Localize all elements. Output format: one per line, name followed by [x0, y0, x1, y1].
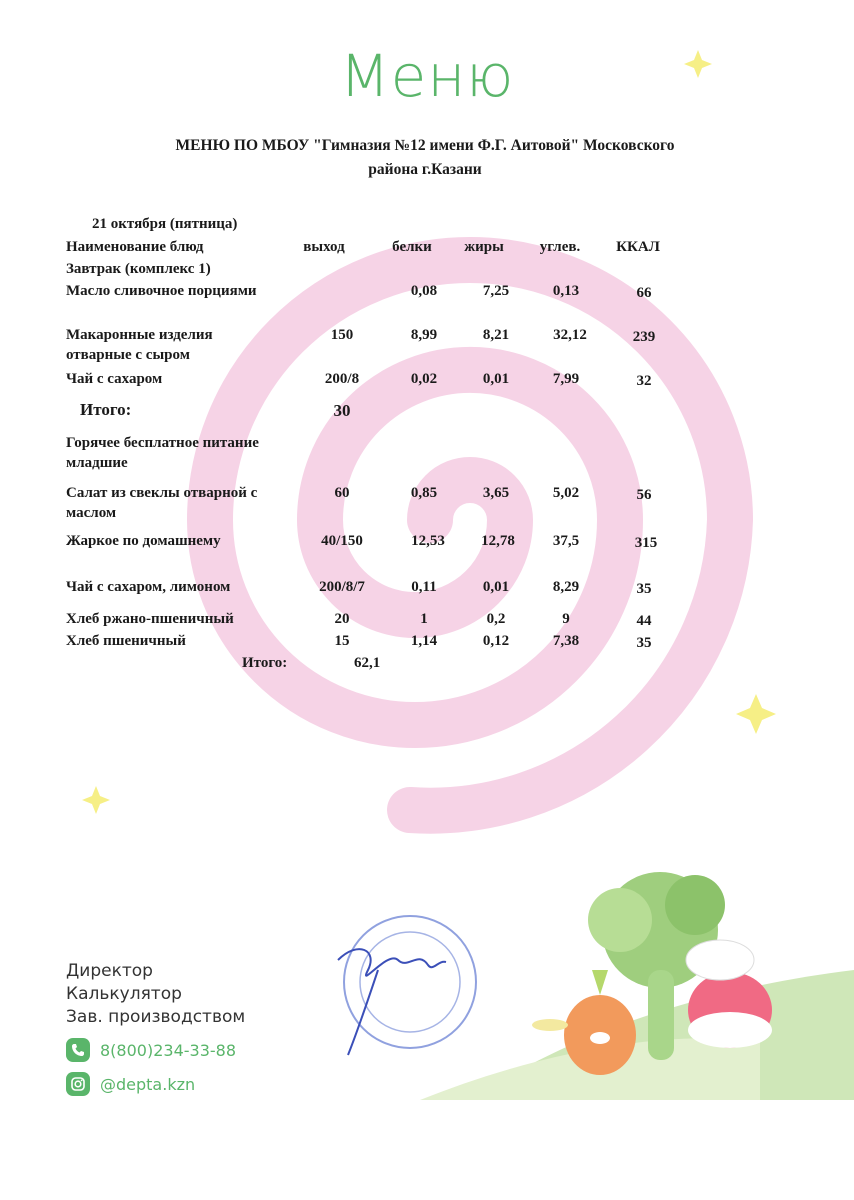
instagram-handle: @depta.kzn [100, 1074, 196, 1094]
dish-name: Чай с сахаром [66, 371, 163, 387]
dish-name: Жаркое по домашнему [66, 533, 221, 549]
dish-kcal: 66 [636, 285, 652, 301]
dish-out: 20 [334, 611, 350, 627]
heading-line-1: МЕНЮ ПО МБОУ "Гимназия №12 имени Ф.Г. Аитовой" Московского [175, 137, 675, 154]
dish-kcal: 315 [634, 535, 658, 551]
total-label: Итого: [242, 655, 288, 671]
dish-protein: 0,08 [410, 283, 438, 299]
dish-out: 150 [330, 327, 354, 343]
menu-heading [60, 134, 790, 182]
signatures [66, 960, 245, 1029]
dish-name-line2: отварные с сыром [66, 347, 190, 363]
total-value: 30 [333, 401, 351, 420]
dish-kcal: 44 [636, 613, 652, 629]
signature-director: Директор [66, 961, 153, 981]
dish-out: 60 [334, 485, 350, 501]
instagram-icon [66, 1072, 90, 1096]
dish-carbs: 7,38 [552, 633, 580, 649]
dish-out: 200/8 [324, 371, 360, 387]
dish-protein: 0,11 [411, 579, 437, 595]
dish-kcal: 35 [636, 635, 652, 651]
dish-fat: 7,25 [482, 283, 510, 299]
dish-name: Масло сливочное порциями [66, 283, 257, 299]
dish-kcal: 56 [636, 487, 652, 503]
dish-fat: 3,65 [482, 485, 510, 501]
menu-date: 21 октября (пятница) [92, 216, 238, 232]
dish-name: Хлеб пшеничный [66, 633, 186, 649]
section-breakfast: Завтрак (комплекс 1) [66, 261, 211, 277]
dish-protein: 12,53 [411, 533, 445, 549]
col-header-kcal: ККАЛ [616, 239, 660, 255]
dish-fat: 0,01 [482, 371, 510, 387]
official-stamp [318, 910, 488, 1060]
dish-carbs: 9 [562, 611, 570, 627]
dish-protein: 8,99 [410, 327, 438, 343]
dish-fat: 12,78 [481, 533, 515, 549]
signature-scribble [338, 949, 446, 1055]
dish-name: Хлеб ржано-пшеничный [66, 611, 234, 627]
dish-protein: 0,02 [410, 371, 438, 387]
col-header-name: Наименование блюд [66, 239, 204, 255]
total-label: Итого: [80, 400, 132, 419]
heading-line-2: района г.Казани [368, 161, 482, 178]
dish-kcal: 239 [632, 329, 656, 345]
dish-carbs: 37,5 [552, 533, 580, 549]
dish-carbs: 32,12 [553, 327, 587, 343]
dish-protein: 1 [420, 611, 428, 627]
phone-number: 8(800)234-33-88 [100, 1040, 237, 1060]
star-left [82, 786, 110, 814]
signature-manager: Зав. производством [66, 1007, 246, 1027]
dish-name-line2: маслом [66, 505, 117, 521]
dish-name: Чай с сахаром, лимоном [66, 579, 231, 595]
dish-fat: 0,2 [486, 611, 506, 627]
vegetables-illustration [520, 860, 820, 1100]
dish-kcal: 35 [636, 581, 652, 597]
col-header-fat: жиры [464, 239, 504, 255]
dish-out: 200/8/7 [319, 579, 365, 595]
dish-name: Макаронные изделия [66, 327, 213, 343]
star-right [736, 694, 776, 734]
signature-calculator: Калькулятор [66, 984, 182, 1004]
dish-carbs: 5,02 [552, 485, 580, 501]
page-title: Меню [339, 42, 515, 110]
col-header-out: выход [303, 239, 345, 255]
total-value: 62,1 [354, 655, 381, 671]
dish-kcal: 32 [636, 373, 652, 389]
phone-contact [66, 1038, 236, 1062]
phone-icon [66, 1038, 90, 1062]
col-header-carbs: углев. [539, 239, 581, 255]
section-hot-meal: Горячее бесплатное питание [66, 435, 259, 451]
section-hot-meal-line2: младшие [66, 455, 128, 471]
dish-carbs: 7,99 [552, 371, 580, 387]
dish-protein: 1,14 [410, 633, 438, 649]
dish-name: Салат из свеклы отварной с [66, 485, 258, 501]
dish-out: 40/150 [321, 533, 363, 549]
dish-carbs: 8,29 [552, 579, 580, 595]
dish-carbs: 0,13 [552, 283, 580, 299]
dish-fat: 8,21 [482, 327, 510, 343]
dish-fat: 0,12 [482, 633, 510, 649]
dish-out: 15 [334, 633, 350, 649]
dish-protein: 0,85 [410, 485, 438, 501]
dish-fat: 0,01 [482, 579, 510, 595]
col-header-protein: белки [392, 239, 432, 255]
instagram-contact [66, 1072, 195, 1096]
